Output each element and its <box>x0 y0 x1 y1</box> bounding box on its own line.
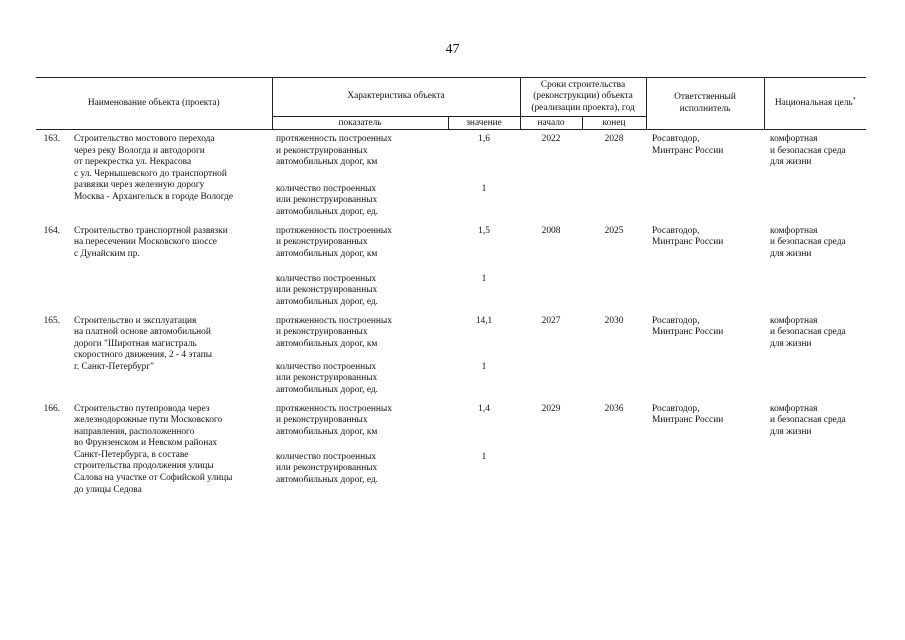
header-end: конец <box>582 117 646 130</box>
indicator-count-line: автомобильных дорог, ед. <box>276 474 379 485</box>
responsible <box>646 312 764 400</box>
indicator-count-line: или реконструированных <box>276 195 378 206</box>
indicator-length-line: автомобильных дорог, км <box>276 248 378 259</box>
value-count: 1 <box>481 273 487 284</box>
indicator-length-line: и реконструированных <box>276 415 368 426</box>
object-name-line: с Дунайским пр. <box>74 248 140 259</box>
national-goal <box>764 222 866 312</box>
header-goal <box>764 78 866 130</box>
indicator-count-line: количество построенных <box>276 273 377 284</box>
header-name: Наименование объекта (проекта) <box>36 78 272 130</box>
object-name-line: Строительство путепровода через <box>74 403 210 414</box>
indicator-length-line: и реконструированных <box>276 327 368 338</box>
table-row <box>36 312 866 358</box>
row-number: 164. <box>43 225 60 236</box>
indicator-count <box>272 180 448 222</box>
national-goal-line: и безопасная среда <box>770 145 846 156</box>
national-goal-line: для жизни <box>770 426 812 437</box>
header-goal-label: Национальная цель <box>774 97 853 108</box>
indicator-length <box>272 400 448 448</box>
indicator-count <box>272 270 448 312</box>
responsible-line: Росавтодор, <box>652 403 700 414</box>
national-goal-line: комфортная <box>770 134 818 144</box>
object-name-line: на пересечении Московского шоссе <box>74 237 217 248</box>
responsible-line: Минтранс России <box>652 415 724 426</box>
indicator-length-line: автомобильных дорог, км <box>276 157 378 168</box>
header-terms-line: (реализации проекта), год <box>531 102 635 113</box>
responsible-line: Минтранс России <box>652 237 724 248</box>
object-name-line: строительства продолжения улицы <box>74 461 214 472</box>
value-count: 1 <box>481 361 487 372</box>
start-year: 2027 <box>541 315 561 326</box>
header-characteristic: Характеристика объекта <box>272 78 520 117</box>
header-responsible-line: Ответственный <box>674 91 736 102</box>
indicator-count-line: автомобильных дорог, ед. <box>276 206 379 217</box>
header-terms-line: (реконструкции) объекта <box>533 91 633 102</box>
header-goal-mark: * <box>852 96 856 103</box>
indicator-length-line: протяженность построенных <box>276 403 392 414</box>
object-name-line: направления, расположенного <box>74 426 195 437</box>
object-name <box>70 222 272 312</box>
indicator-length-line: протяженность построенных <box>276 225 392 236</box>
indicator-count-line: количество построенных <box>276 361 377 372</box>
indicator-count-line: количество построенных <box>276 451 377 462</box>
indicator-length-line: автомобильных дорог, км <box>276 338 378 349</box>
table-row <box>36 130 866 180</box>
object-name-line: дороги "Широтная магистраль <box>74 338 197 349</box>
object-name-line: Строительство и эксплуатация <box>74 315 197 326</box>
national-goal <box>764 130 866 222</box>
header-terms-line: Сроки строительства <box>540 79 626 90</box>
national-goal-line: и безопасная среда <box>770 237 846 248</box>
end-year: 2025 <box>604 225 624 236</box>
value-length: 1,6 <box>478 134 490 144</box>
responsible-line: Росавтодор, <box>652 134 700 144</box>
header-start: начало <box>520 117 582 130</box>
indicator-length-line: и реконструированных <box>276 145 368 156</box>
object-name-line: до улицы Седова <box>74 484 142 495</box>
national-goal-line: для жизни <box>770 338 812 349</box>
object-name-line: Строительство мостового перехода <box>74 134 215 144</box>
indicator-length <box>272 312 448 358</box>
start-year: 2029 <box>541 403 561 414</box>
responsible-line: Минтранс России <box>652 145 724 156</box>
row-number: 165. <box>43 315 60 326</box>
object-name <box>70 312 272 400</box>
object-name <box>70 400 272 506</box>
indicator-count <box>272 358 448 400</box>
responsible-line: Минтранс России <box>652 327 724 338</box>
indicator-length-line: и реконструированных <box>276 237 368 248</box>
end-year: 2028 <box>604 134 624 144</box>
row-number: 166. <box>43 403 60 414</box>
value-length: 1,5 <box>478 225 490 236</box>
national-goal-line: комфортная <box>770 225 818 236</box>
national-goal-line: и безопасная среда <box>770 415 846 426</box>
row-number: 163. <box>43 134 60 144</box>
table-row <box>36 222 866 270</box>
national-goal-line: комфортная <box>770 403 818 414</box>
indicator-length-line: протяженность построенных <box>276 315 392 326</box>
indicator-length-line: автомобильных дорог, км <box>276 426 378 437</box>
object-name-line: Салова на участке от Софийской улицы <box>74 473 233 484</box>
value-count: 1 <box>481 451 487 462</box>
indicator-count <box>272 448 448 506</box>
header-indicator: показатель <box>272 117 448 130</box>
object-name-line: через реку Вологда и автодороги <box>74 145 205 156</box>
responsible <box>646 400 764 506</box>
start-year: 2008 <box>541 225 561 236</box>
national-goal <box>764 312 866 400</box>
table-body <box>36 130 866 506</box>
table-row <box>36 400 866 448</box>
value-length: 1,4 <box>478 403 490 414</box>
object-name-line: железнодорожные пути Московского <box>74 415 223 426</box>
object-name-line: с ул. Чернышевского до транспортной <box>74 168 227 179</box>
object-name-line: скоростного движения, 2 - 4 этапы <box>74 350 213 361</box>
value-count: 1 <box>481 183 487 194</box>
indicator-length <box>272 130 448 180</box>
object-name <box>70 130 272 222</box>
indicator-count-line: автомобильных дорог, ед. <box>276 296 379 307</box>
responsible-line: Росавтодор, <box>652 225 700 236</box>
indicator-count-line: количество построенных <box>276 183 377 194</box>
national-goal-line: комфортная <box>770 315 818 326</box>
national-goal-line: для жизни <box>770 248 812 259</box>
object-name-line: Санкт-Петербурга, в составе <box>74 449 189 460</box>
responsible-line: Росавтодор, <box>652 315 700 326</box>
object-name-line: на платной основе автомобильной <box>74 327 211 338</box>
object-name-line: Строительство транспортной развязки <box>74 225 228 236</box>
header-terms <box>520 78 646 117</box>
object-name-line: во Фрунзенском и Невском районах <box>74 438 218 449</box>
indicator-length-line: протяженность построенных <box>276 134 392 144</box>
start-year: 2022 <box>541 134 561 144</box>
objects-table <box>36 77 866 506</box>
page-number: 47 <box>445 42 460 57</box>
header-responsible <box>646 78 764 130</box>
value-length: 14,1 <box>475 315 493 326</box>
object-name-line: развязки через железную дорогу <box>74 180 205 191</box>
national-goal-line: для жизни <box>770 157 812 168</box>
responsible <box>646 222 764 312</box>
responsible <box>646 130 764 222</box>
end-year: 2036 <box>604 403 624 414</box>
header-responsible-line: исполнитель <box>679 103 731 114</box>
indicator-count-line: или реконструированных <box>276 463 378 474</box>
object-name-line: г. Санкт-Петербург" <box>74 361 154 372</box>
national-goal-line: и безопасная среда <box>770 327 846 338</box>
indicator-count-line: автомобильных дорог, ед. <box>276 384 379 395</box>
object-name-line: от перекрестка ул. Некрасова <box>74 157 192 168</box>
national-goal <box>764 400 866 506</box>
object-name-line: Москва - Архангельск в городе Вологде <box>74 191 234 202</box>
indicator-count-line: или реконструированных <box>276 285 378 296</box>
header-value: значение <box>448 117 520 130</box>
indicator-count-line: или реконструированных <box>276 373 378 384</box>
indicator-length <box>272 222 448 270</box>
end-year: 2030 <box>604 315 624 326</box>
